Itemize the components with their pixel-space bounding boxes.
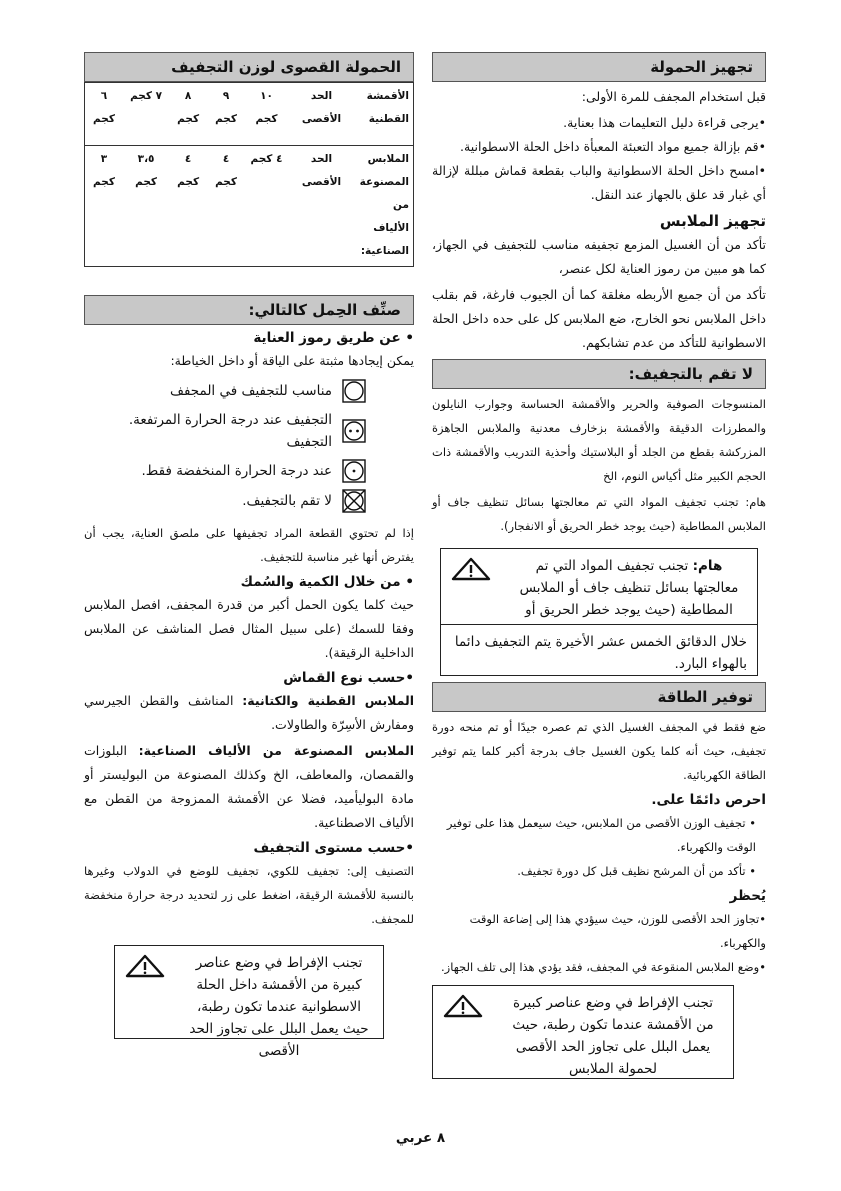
table-cell: ١٠ كجم <box>245 83 288 146</box>
load-intro: قبل استخدام المجفف للمرة الأولى: <box>581 89 766 104</box>
square-circle-one-dot-icon <box>342 459 366 483</box>
warning-triangle-icon <box>433 986 493 1078</box>
list-item: • تأكد من أن المرشح نظيف قبل كل دورة تجفيف. <box>517 864 756 878</box>
table-cell: ٤ كجم <box>177 153 200 188</box>
cool-air-text: خلال الدقائق الخمس عشر الأخيرة يتم التجفيف دائما بالهواء البارد. <box>454 634 747 672</box>
no-dry-header: لا تقم بالتجفيف: <box>432 359 766 389</box>
warning-box-important <box>440 548 758 624</box>
overload-left-text: تجنب الإفراط في وضع عناصر كبيرة من الأقمشة داخل الحلة الاسطوانية عندما تكون رطبة، حيث يعمل البلل على تجاوز الحد الأقصى <box>189 955 369 1059</box>
load-bullets <box>432 111 766 207</box>
load-prep-header: تجهيز الحمولة <box>432 52 766 82</box>
care-symbol-text: لا تقم بالتجفيف. <box>242 493 332 509</box>
table-cell: الحد الأقصى <box>301 153 342 188</box>
cotton-paragraph: الملابس القطنية والكتانية: المناشف والقطن الجيرسي ومفارش الأسِرّة والطاولات. <box>84 693 415 732</box>
max-load-header: الحمولة القصوى لوزن التجفيف <box>84 52 414 82</box>
forbid-bullets <box>432 907 766 979</box>
table-cell: ٨ كجم <box>169 83 207 146</box>
always-heading: احرص دائمًا على. <box>651 792 766 808</box>
care-symbol-row <box>84 459 414 483</box>
table-cell: ٤ كجم <box>250 153 283 165</box>
page-number: ٨ عربي <box>395 1130 446 1146</box>
level-heading: •حسب مستوى التجفيف <box>253 840 414 856</box>
warning-text: هام: تجنب تجفيف المواد التي تم معالجتها بسائل تنظيف جاف أو الملابس المطاطية (حيث يوجد خطر الحريق أو <box>519 558 739 618</box>
table-cell: ٣،٥ كجم <box>135 153 158 188</box>
warning-triangle-icon <box>441 549 501 624</box>
warning-group <box>440 548 758 676</box>
list-item: •امسح داخل الحلة الاسطوانية والباب بقطعة قماش مبللة لإزالة أي غبار قد علق بالجهاز عند النقل. <box>432 163 766 202</box>
list-item: •وضع الملابس المنقوعة في المجفف، فقد يؤدي هذا إلى تلف الجهاز. <box>441 960 766 974</box>
level-paragraph: التصنيف إلى: تجفيف للكوي، تجفيف للوضع في الدولاب وغيرها بالنسبة للأقمشة الرقيقة، اضغط على زر لتحديد درجة حرارة منخفضة للمجفف. <box>84 864 414 926</box>
table-cell: ٣ كجم <box>93 153 115 188</box>
list-item: • تجفيف الوزن الأقصى من الملابس، حيث سيعمل هذا على توفير الوقت والكهرباء. <box>446 816 756 854</box>
right-column <box>432 52 766 1079</box>
clothes-paragraph-2: تأكد من أن جميع الأربطه مغلقة كما أن الجيوب فارغة، قم بقلب داخل الملابس نحو الخارج، ضع الملابس كل على حده داخل الحلة الاسطوانية للتأكد من عدم تشابكهم. <box>432 287 766 350</box>
table-row <box>85 83 414 146</box>
care-intro: يمكن إيجادها مثبتة على الياقة أو داخل الخياطة: <box>170 353 414 368</box>
no-dry-paragraph-1: المنسوجات الصوفية والحرير والأقمشة الحساسة وجوارب النايلون والمطرزات الدقيقة والأقمشة بزخارف معدنية والملابس الجاهزة المزركشة بقطع من الجلد أو البلاستيك وأحذية التدريب والأقمشة ذات الحجم الكبير مثل أكياس النوم، الخ <box>432 397 766 483</box>
table-cell: الملابس المصنوعة من الألياف الصناعية: <box>359 153 409 257</box>
table-row <box>85 146 414 267</box>
care-symbol-row <box>84 409 414 453</box>
list-item: •تجاوز الحد الأقصى للوزن، حيث سيؤدي هذا إلى إضاعة الوقت والكهرباء. <box>469 912 766 950</box>
table-cell: ٤ كجم <box>215 153 237 188</box>
list-item: •يرجى قراءة دليل التعليمات هذا بعناية. <box>563 115 766 130</box>
quantity-paragraph: حيث كلما يكون الحمل أكبر من قدرة المجفف، افصل الملابس وفقا للسمك (على سبيل المثال فصل المناشف عن الملابس الداخلية الرقيقة). <box>84 597 414 660</box>
table-cell: ٦ كجم <box>85 83 123 146</box>
fabric-heading: •حسب نوع القماش <box>283 670 414 686</box>
table-cell: الأقمشة القطنية <box>355 83 414 146</box>
left-column <box>84 52 415 1059</box>
table-cell: الحد الأقصى <box>288 83 355 146</box>
warning-box-overload <box>432 985 734 1079</box>
square-crossed-circle-icon <box>342 489 366 513</box>
forbid-heading: يُحظر <box>729 888 766 904</box>
care-symbol-text: عند درجة الحرارة المنخفضة فقط. <box>141 463 332 479</box>
overload-text: تجنب الإفراط في وضع عناصر كبيرة من الأقمشة عندما تكون رطبة، حيث يعمل البلل على تجاوز الحد الأقصى لحمولة الملابس <box>512 995 714 1077</box>
table-cell: ٩ كجم <box>207 83 245 146</box>
care-symbol-row <box>84 489 414 513</box>
no-dry-paragraph-2: هام: تجنب تجفيف المواد التي تم معالجتها بسائل تنظيف جاف أو الملابس المطاطية (حيث يوجد خطر الحريق أو الانفجار). <box>432 495 766 533</box>
synthetic-paragraph: الملابس المصنوعة من الألياف الصناعية: البلوزات والقمصان، والمعاطف، الخ وكذلك المصنوعة من البوليستر أو مادة البوليأميد، فضلا عن الأقمشة الممزوجة من القطن مع الألياف الاصطناعية. <box>84 743 414 830</box>
care-note: إذا لم تحتوي القطعة المراد تجفيفها على ملصق العناية، يجب أن يفترض أنها غير مناسبة للتجفيف. <box>84 526 414 564</box>
care-symbol-text: التجفيف عند درجة الحرارة المرتفعة. التجفيف <box>128 412 332 450</box>
always-bullets <box>432 811 766 883</box>
care-symbol-text: مناسب للتجفيف في المجفف <box>170 383 332 399</box>
clothes-prep-heading: تجهيز الملابس <box>659 212 766 230</box>
warning-box-overload-left <box>114 945 384 1059</box>
max-load-table <box>84 82 414 267</box>
list-item: •قم بإزالة جميع مواد التعبئة المعبأة داخل الحلة الاسطوانية. <box>460 139 766 154</box>
square-circle-two-dots-icon <box>342 419 366 443</box>
warning-box-cool-air <box>440 624 758 676</box>
quantity-heading: • من خلال الكمية والسُمك <box>240 574 414 590</box>
sort-header: صنِّف الحِمل كالتالي: <box>84 295 414 325</box>
care-heading: • عن طريق رموز العناية <box>253 330 414 346</box>
table-cell: ٧ كجم <box>123 83 169 146</box>
square-circle-icon <box>342 379 366 403</box>
energy-paragraph: ضع فقط في المجفف الغسيل الذي تم عصره جيدًا أو تم منحه دورة تجفيف، حيث أنه كلما يكون الغسيل جاف بدرجة أكبر كلما يتم توفير الطاقة الكهربائية. <box>432 720 766 782</box>
clothes-paragraph-1: تأكد من أن الغسيل المزمع تجفيفه مناسب للتجفيف في الجهاز، كما هو مبين من رموز العناية لكل عنصر، <box>432 237 766 276</box>
energy-header: توفير الطاقة <box>432 682 766 712</box>
warning-triangle-icon <box>115 946 175 1038</box>
care-symbol-row <box>84 379 414 403</box>
